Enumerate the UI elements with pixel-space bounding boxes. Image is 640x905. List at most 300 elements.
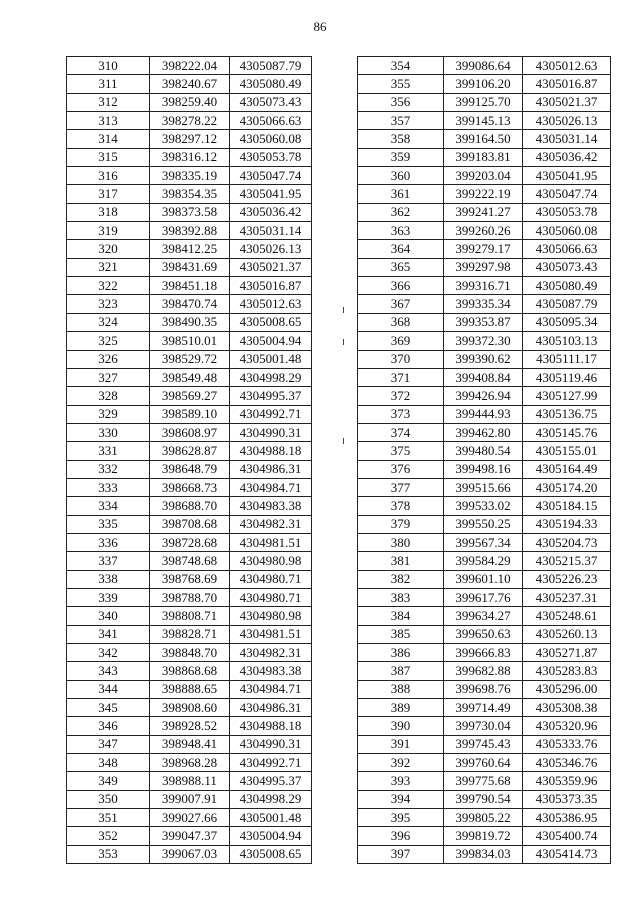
point-number-cell: 325 — [67, 332, 150, 350]
y-coordinate-cell: 4304981.51 — [230, 533, 312, 551]
point-number-cell: 313 — [67, 112, 150, 130]
x-coordinate-cell: 398297.12 — [150, 130, 230, 148]
table-row — [67, 167, 312, 185]
y-coordinate-cell: 4305283.83 — [523, 662, 611, 680]
x-coordinate-cell: 398392.88 — [150, 222, 230, 240]
y-coordinate-cell: 4304988.18 — [230, 442, 312, 460]
x-coordinate-cell: 398988.11 — [150, 772, 230, 790]
margin-tick — [343, 307, 344, 313]
table-row — [67, 570, 312, 588]
table-row — [358, 57, 611, 75]
x-coordinate-cell: 398412.25 — [150, 240, 230, 258]
y-coordinate-cell: 4305026.13 — [230, 240, 312, 258]
table-row — [67, 405, 312, 423]
y-coordinate-cell: 4305136.75 — [523, 405, 611, 423]
x-coordinate-cell: 399335.34 — [444, 295, 523, 313]
point-number-cell: 377 — [358, 478, 444, 496]
y-coordinate-cell: 4304980.98 — [230, 607, 312, 625]
x-coordinate-cell: 399279.17 — [444, 240, 523, 258]
x-coordinate-cell: 399462.80 — [444, 423, 523, 441]
x-coordinate-cell: 399260.26 — [444, 222, 523, 240]
x-coordinate-cell: 399584.29 — [444, 552, 523, 570]
x-coordinate-cell: 398451.18 — [150, 277, 230, 295]
y-coordinate-cell: 4305004.94 — [230, 332, 312, 350]
y-coordinate-cell: 4304982.31 — [230, 515, 312, 533]
point-number-cell: 353 — [67, 845, 150, 863]
table-row — [358, 662, 611, 680]
table-row — [67, 350, 312, 368]
point-number-cell: 357 — [358, 112, 444, 130]
table-row — [358, 625, 611, 643]
table-row — [67, 203, 312, 221]
y-coordinate-cell: 4305016.87 — [523, 75, 611, 93]
y-coordinate-cell: 4305215.37 — [523, 552, 611, 570]
y-coordinate-cell: 4305012.63 — [230, 295, 312, 313]
table-row — [358, 148, 611, 166]
y-coordinate-cell: 4305087.79 — [230, 57, 312, 75]
x-coordinate-cell: 399617.76 — [444, 588, 523, 606]
point-number-cell: 391 — [358, 735, 444, 753]
table-row — [67, 790, 312, 808]
margin-tick — [343, 438, 344, 444]
y-coordinate-cell: 4305073.43 — [523, 258, 611, 276]
x-coordinate-cell: 398278.22 — [150, 112, 230, 130]
table-row — [358, 607, 611, 625]
table-row — [67, 93, 312, 111]
point-number-cell: 331 — [67, 442, 150, 460]
y-coordinate-cell: 4305260.13 — [523, 625, 611, 643]
x-coordinate-cell: 399067.03 — [150, 845, 230, 863]
point-number-cell: 384 — [358, 607, 444, 625]
point-number-cell: 355 — [358, 75, 444, 93]
y-coordinate-cell: 4305060.08 — [523, 222, 611, 240]
table-row — [67, 332, 312, 350]
point-number-cell: 320 — [67, 240, 150, 258]
x-coordinate-cell: 399353.87 — [444, 313, 523, 331]
y-coordinate-cell: 4305036.42 — [523, 148, 611, 166]
y-coordinate-cell: 4305271.87 — [523, 644, 611, 662]
y-coordinate-cell: 4305248.61 — [523, 607, 611, 625]
point-number-cell: 343 — [67, 662, 150, 680]
y-coordinate-cell: 4305333.76 — [523, 735, 611, 753]
table-row — [358, 185, 611, 203]
x-coordinate-cell: 399601.10 — [444, 570, 523, 588]
table-row — [358, 809, 611, 827]
table-row — [67, 57, 312, 75]
table-row — [358, 295, 611, 313]
point-number-cell: 362 — [358, 203, 444, 221]
x-coordinate-cell: 398490.35 — [150, 313, 230, 331]
table-row — [358, 350, 611, 368]
table-row — [358, 478, 611, 496]
y-coordinate-cell: 4304982.31 — [230, 644, 312, 662]
x-coordinate-cell: 399297.98 — [444, 258, 523, 276]
table-row — [358, 368, 611, 386]
point-number-cell: 388 — [358, 680, 444, 698]
table-row — [358, 332, 611, 350]
point-number-cell: 395 — [358, 809, 444, 827]
point-number-cell: 319 — [67, 222, 150, 240]
point-number-cell: 346 — [67, 717, 150, 735]
y-coordinate-cell: 4305103.13 — [523, 332, 611, 350]
y-coordinate-cell: 4305021.37 — [523, 93, 611, 111]
x-coordinate-cell: 398335.19 — [150, 167, 230, 185]
x-coordinate-cell: 399650.63 — [444, 625, 523, 643]
y-coordinate-cell: 4305184.15 — [523, 497, 611, 515]
y-coordinate-cell: 4304980.71 — [230, 588, 312, 606]
table-row — [67, 497, 312, 515]
table-row — [67, 515, 312, 533]
table-row — [358, 442, 611, 460]
point-number-cell: 318 — [67, 203, 150, 221]
y-coordinate-cell: 4304984.71 — [230, 680, 312, 698]
x-coordinate-cell: 399805.22 — [444, 809, 523, 827]
point-number-cell: 397 — [358, 845, 444, 863]
coordinates-table-right — [357, 56, 611, 864]
table-row — [358, 423, 611, 441]
point-number-cell: 345 — [67, 699, 150, 717]
point-number-cell: 379 — [358, 515, 444, 533]
y-coordinate-cell: 4305226.23 — [523, 570, 611, 588]
point-number-cell: 358 — [358, 130, 444, 148]
table-row — [358, 277, 611, 295]
y-coordinate-cell: 4305145.76 — [523, 423, 611, 441]
y-coordinate-cell: 4305373.35 — [523, 790, 611, 808]
y-coordinate-cell: 4304992.71 — [230, 405, 312, 423]
y-coordinate-cell: 4305386.95 — [523, 809, 611, 827]
table-row — [67, 295, 312, 313]
table-row — [358, 167, 611, 185]
point-number-cell: 341 — [67, 625, 150, 643]
point-number-cell: 311 — [67, 75, 150, 93]
x-coordinate-cell: 399164.50 — [444, 130, 523, 148]
y-coordinate-cell: 4305359.96 — [523, 772, 611, 790]
y-coordinate-cell: 4305237.31 — [523, 588, 611, 606]
table-row — [358, 845, 611, 863]
x-coordinate-cell: 398688.70 — [150, 497, 230, 515]
table-row — [358, 735, 611, 753]
y-coordinate-cell: 4305296.00 — [523, 680, 611, 698]
x-coordinate-cell: 399834.03 — [444, 845, 523, 863]
x-coordinate-cell: 398529.72 — [150, 350, 230, 368]
y-coordinate-cell: 4304983.38 — [230, 497, 312, 515]
y-coordinate-cell: 4305066.63 — [523, 240, 611, 258]
y-coordinate-cell: 4305047.74 — [523, 185, 611, 203]
point-number-cell: 327 — [67, 368, 150, 386]
x-coordinate-cell: 398948.41 — [150, 735, 230, 753]
y-coordinate-cell: 4305164.49 — [523, 460, 611, 478]
x-coordinate-cell: 399203.04 — [444, 167, 523, 185]
y-coordinate-cell: 4304980.71 — [230, 570, 312, 588]
x-coordinate-cell: 398549.48 — [150, 368, 230, 386]
table-row — [358, 497, 611, 515]
point-number-cell: 310 — [67, 57, 150, 75]
y-coordinate-cell: 4305012.63 — [523, 57, 611, 75]
point-number-cell: 348 — [67, 754, 150, 772]
x-coordinate-cell: 398316.12 — [150, 148, 230, 166]
y-coordinate-cell: 4305111.17 — [523, 350, 611, 368]
table-row — [358, 588, 611, 606]
x-coordinate-cell: 399515.66 — [444, 478, 523, 496]
y-coordinate-cell: 4304981.51 — [230, 625, 312, 643]
point-number-cell: 337 — [67, 552, 150, 570]
x-coordinate-cell: 398510.01 — [150, 332, 230, 350]
point-number-cell: 350 — [67, 790, 150, 808]
x-coordinate-cell: 398373.58 — [150, 203, 230, 221]
table-row — [358, 515, 611, 533]
y-coordinate-cell: 4304984.71 — [230, 478, 312, 496]
y-coordinate-cell: 4305026.13 — [523, 112, 611, 130]
point-number-cell: 373 — [358, 405, 444, 423]
point-number-cell: 328 — [67, 387, 150, 405]
x-coordinate-cell: 399714.49 — [444, 699, 523, 717]
y-coordinate-cell: 4305073.43 — [230, 93, 312, 111]
x-coordinate-cell: 398354.35 — [150, 185, 230, 203]
point-number-cell: 368 — [358, 313, 444, 331]
point-number-cell: 386 — [358, 644, 444, 662]
table-row — [358, 130, 611, 148]
table-row — [67, 827, 312, 845]
point-number-cell: 334 — [67, 497, 150, 515]
point-number-cell: 378 — [358, 497, 444, 515]
x-coordinate-cell: 399819.72 — [444, 827, 523, 845]
table-row — [67, 588, 312, 606]
y-coordinate-cell: 4304995.37 — [230, 772, 312, 790]
table-row — [67, 130, 312, 148]
table-row — [67, 240, 312, 258]
point-number-cell: 374 — [358, 423, 444, 441]
y-coordinate-cell: 4305004.94 — [230, 827, 312, 845]
x-coordinate-cell: 399498.16 — [444, 460, 523, 478]
point-number-cell: 360 — [358, 167, 444, 185]
table-row — [358, 405, 611, 423]
point-number-cell: 322 — [67, 277, 150, 295]
point-number-cell: 372 — [358, 387, 444, 405]
point-number-cell: 370 — [358, 350, 444, 368]
point-number-cell: 366 — [358, 277, 444, 295]
x-coordinate-cell: 399730.04 — [444, 717, 523, 735]
table-row — [67, 717, 312, 735]
x-coordinate-cell: 399745.43 — [444, 735, 523, 753]
x-coordinate-cell: 398848.70 — [150, 644, 230, 662]
point-number-cell: 315 — [67, 148, 150, 166]
x-coordinate-cell: 398668.73 — [150, 478, 230, 496]
x-coordinate-cell: 398470.74 — [150, 295, 230, 313]
point-number-cell: 329 — [67, 405, 150, 423]
point-number-cell: 375 — [358, 442, 444, 460]
y-coordinate-cell: 4305041.95 — [523, 167, 611, 185]
table-row — [358, 387, 611, 405]
table-row — [358, 240, 611, 258]
table-row — [67, 735, 312, 753]
point-number-cell: 316 — [67, 167, 150, 185]
point-number-cell: 330 — [67, 423, 150, 441]
x-coordinate-cell: 398868.68 — [150, 662, 230, 680]
point-number-cell: 339 — [67, 588, 150, 606]
x-coordinate-cell: 398828.71 — [150, 625, 230, 643]
x-coordinate-cell: 398628.87 — [150, 442, 230, 460]
x-coordinate-cell: 399125.70 — [444, 93, 523, 111]
point-number-cell: 390 — [358, 717, 444, 735]
x-coordinate-cell: 399047.37 — [150, 827, 230, 845]
y-coordinate-cell: 4305204.73 — [523, 533, 611, 551]
table-row — [67, 368, 312, 386]
table-row — [358, 644, 611, 662]
table-row — [67, 533, 312, 551]
table-row — [358, 313, 611, 331]
point-number-cell: 344 — [67, 680, 150, 698]
x-coordinate-cell: 399790.54 — [444, 790, 523, 808]
y-coordinate-cell: 4305021.37 — [230, 258, 312, 276]
point-number-cell: 323 — [67, 295, 150, 313]
table-row — [67, 478, 312, 496]
x-coordinate-cell: 398648.79 — [150, 460, 230, 478]
point-number-cell: 312 — [67, 93, 150, 111]
y-coordinate-cell: 4305041.95 — [230, 185, 312, 203]
y-coordinate-cell: 4304986.31 — [230, 460, 312, 478]
x-coordinate-cell: 399698.76 — [444, 680, 523, 698]
y-coordinate-cell: 4305036.42 — [230, 203, 312, 221]
x-coordinate-cell: 398589.10 — [150, 405, 230, 423]
y-coordinate-cell: 4305031.14 — [523, 130, 611, 148]
y-coordinate-cell: 4304995.37 — [230, 387, 312, 405]
point-number-cell: 367 — [358, 295, 444, 313]
table-row — [358, 222, 611, 240]
table-row — [67, 754, 312, 772]
table-row — [358, 112, 611, 130]
x-coordinate-cell: 399106.20 — [444, 75, 523, 93]
y-coordinate-cell: 4304986.31 — [230, 699, 312, 717]
point-number-cell: 335 — [67, 515, 150, 533]
table-row — [67, 680, 312, 698]
x-coordinate-cell: 399775.68 — [444, 772, 523, 790]
point-number-cell: 394 — [358, 790, 444, 808]
x-coordinate-cell: 399426.94 — [444, 387, 523, 405]
table-row — [67, 75, 312, 93]
table-row — [67, 699, 312, 717]
x-coordinate-cell: 398222.04 — [150, 57, 230, 75]
point-number-cell: 338 — [67, 570, 150, 588]
point-number-cell: 369 — [358, 332, 444, 350]
x-coordinate-cell: 398259.40 — [150, 93, 230, 111]
table-row — [67, 845, 312, 863]
y-coordinate-cell: 4305400.74 — [523, 827, 611, 845]
margin-tick — [343, 339, 344, 345]
table-row — [358, 75, 611, 93]
x-coordinate-cell: 398888.65 — [150, 680, 230, 698]
point-number-cell: 347 — [67, 735, 150, 753]
y-coordinate-cell: 4305320.96 — [523, 717, 611, 735]
table-row — [67, 148, 312, 166]
point-number-cell: 314 — [67, 130, 150, 148]
table-row — [358, 258, 611, 276]
y-coordinate-cell: 4305414.73 — [523, 845, 611, 863]
point-number-cell: 392 — [358, 754, 444, 772]
table-row — [358, 570, 611, 588]
point-number-cell: 376 — [358, 460, 444, 478]
point-number-cell: 332 — [67, 460, 150, 478]
x-coordinate-cell: 399390.62 — [444, 350, 523, 368]
point-number-cell: 363 — [358, 222, 444, 240]
x-coordinate-cell: 398569.27 — [150, 387, 230, 405]
x-coordinate-cell: 398928.52 — [150, 717, 230, 735]
table-row — [67, 625, 312, 643]
point-number-cell: 351 — [67, 809, 150, 827]
point-number-cell: 382 — [358, 570, 444, 588]
point-number-cell: 359 — [358, 148, 444, 166]
y-coordinate-cell: 4305155.01 — [523, 442, 611, 460]
point-number-cell: 356 — [358, 93, 444, 111]
y-coordinate-cell: 4305008.65 — [230, 313, 312, 331]
point-number-cell: 349 — [67, 772, 150, 790]
point-number-cell: 393 — [358, 772, 444, 790]
point-number-cell: 317 — [67, 185, 150, 203]
table-row — [358, 699, 611, 717]
y-coordinate-cell: 4305080.49 — [523, 277, 611, 295]
point-number-cell: 383 — [358, 588, 444, 606]
point-number-cell: 340 — [67, 607, 150, 625]
table-row — [67, 772, 312, 790]
y-coordinate-cell: 4304998.29 — [230, 790, 312, 808]
y-coordinate-cell: 4305031.14 — [230, 222, 312, 240]
x-coordinate-cell: 398240.67 — [150, 75, 230, 93]
point-number-cell: 333 — [67, 478, 150, 496]
point-number-cell: 385 — [358, 625, 444, 643]
point-number-cell: 396 — [358, 827, 444, 845]
x-coordinate-cell: 399408.84 — [444, 368, 523, 386]
table-row — [67, 460, 312, 478]
x-coordinate-cell: 399567.34 — [444, 533, 523, 551]
x-coordinate-cell: 398431.69 — [150, 258, 230, 276]
x-coordinate-cell: 399145.13 — [444, 112, 523, 130]
table-row — [358, 717, 611, 735]
x-coordinate-cell: 399634.27 — [444, 607, 523, 625]
x-coordinate-cell: 399372.30 — [444, 332, 523, 350]
x-coordinate-cell: 399666.83 — [444, 644, 523, 662]
y-coordinate-cell: 4305087.79 — [523, 295, 611, 313]
table-row — [67, 387, 312, 405]
table-row — [67, 809, 312, 827]
table-row — [67, 222, 312, 240]
x-coordinate-cell: 398608.97 — [150, 423, 230, 441]
point-number-cell: 342 — [67, 644, 150, 662]
table-row — [67, 313, 312, 331]
x-coordinate-cell: 399533.02 — [444, 497, 523, 515]
x-coordinate-cell: 399760.64 — [444, 754, 523, 772]
point-number-cell: 365 — [358, 258, 444, 276]
x-coordinate-cell: 398728.68 — [150, 533, 230, 551]
table-row — [67, 607, 312, 625]
y-coordinate-cell: 4304990.31 — [230, 423, 312, 441]
point-number-cell: 387 — [358, 662, 444, 680]
table-row — [358, 93, 611, 111]
table-row — [358, 827, 611, 845]
table-row — [67, 277, 312, 295]
table-row — [67, 112, 312, 130]
x-coordinate-cell: 399682.88 — [444, 662, 523, 680]
table-row — [358, 460, 611, 478]
y-coordinate-cell: 4305047.74 — [230, 167, 312, 185]
point-number-cell: 389 — [358, 699, 444, 717]
table-row — [67, 644, 312, 662]
page-number: 86 — [313, 19, 327, 34]
table-row — [358, 552, 611, 570]
y-coordinate-cell: 4305127.99 — [523, 387, 611, 405]
y-coordinate-cell: 4305194.33 — [523, 515, 611, 533]
table-row — [358, 772, 611, 790]
y-coordinate-cell: 4305001.48 — [230, 809, 312, 827]
table-row — [358, 680, 611, 698]
